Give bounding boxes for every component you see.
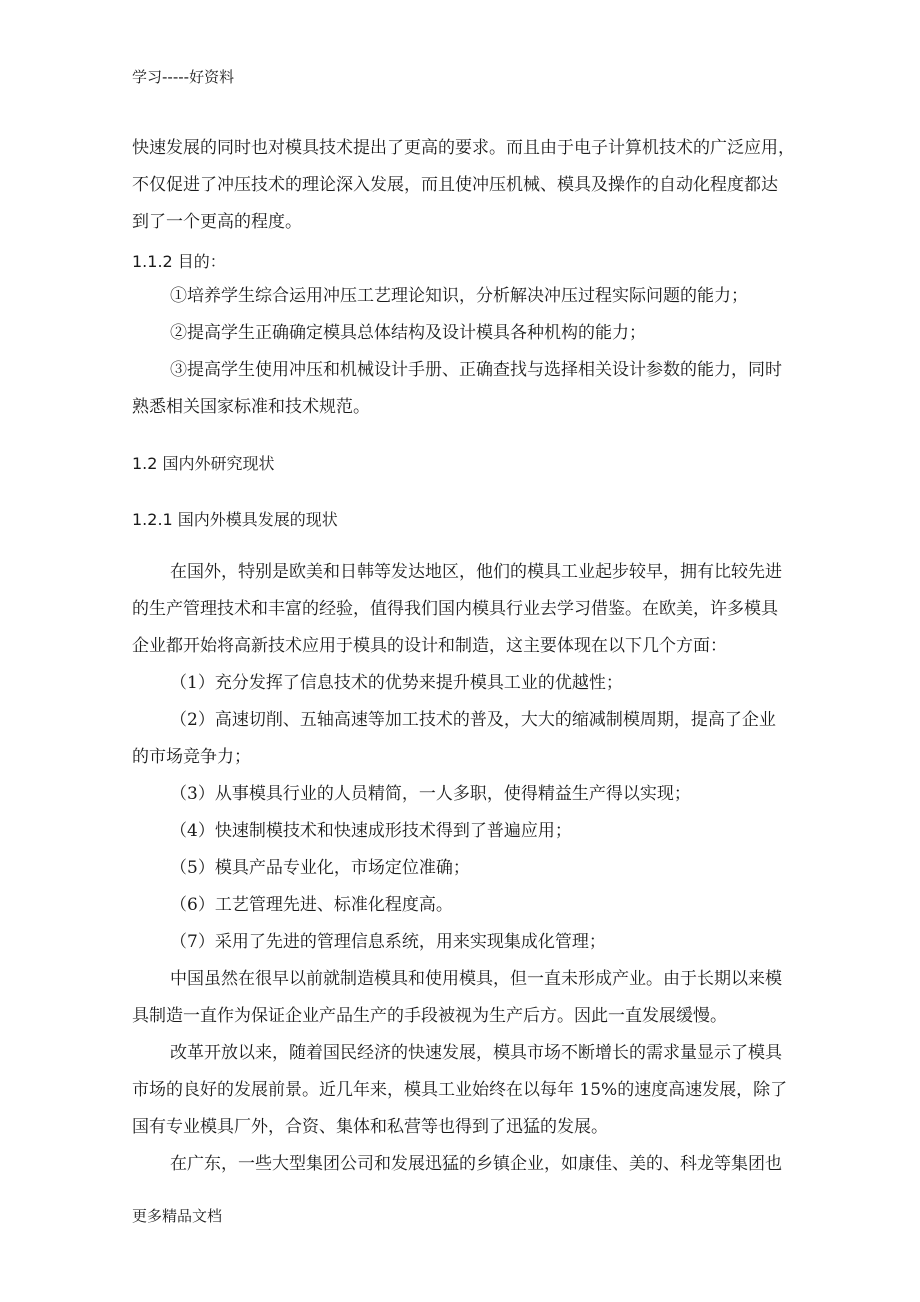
- text-line: 不仅促进了冲压技术的理论深入发展，而且使冲压机械、模具及操作的自动化程度都达: [132, 175, 778, 195]
- text-line: 的生产管理技术和丰富的经验，值得我们国内模具行业去学习借鉴。在欧美，许多模具: [132, 599, 778, 619]
- text-line: 国有专业模具厂外，合资、集体和私营等也得到了迅猛的发展。: [132, 1117, 608, 1137]
- list-item-continuation: 熟悉相关国家标准和技术规范。: [132, 397, 370, 417]
- list-item: （2）高速切削、五轴高速等加工技术的普及，大大的缩减制模周期，提高了企业: [170, 710, 776, 730]
- text-line: 在广东，一些大型集团公司和发展迅猛的乡镇企业，如康佳、美的、科龙等集团也: [170, 1154, 782, 1174]
- list-item: ②提高学生正确确定模具总体结构及设计模具各种机构的能力；: [170, 323, 646, 343]
- list-item: ③提高学生使用冲压和机械设计手册、正确查找与选择相关设计参数的能力，同时: [170, 360, 782, 380]
- section-heading-1-1-2: 1.1.2 目的：: [132, 252, 226, 271]
- text-line: 中国虽然在很早以前就制造模具和使用模具，但一直未形成产业。由于长期以来模: [170, 969, 782, 989]
- text-line: 在国外，特别是欧美和日韩等发达地区，他们的模具工业起步较早，拥有比较先进: [170, 562, 782, 582]
- list-item: （1）充分发挥了信息技术的优势来提升模具工业的优越性；: [170, 673, 623, 693]
- list-item: （3）从事模具行业的人员精简，一人多职，使得精益生产得以实现；: [170, 784, 691, 804]
- page-header: 学习-----好资料: [132, 68, 235, 86]
- list-item-continuation: 的市场竞争力；: [132, 747, 251, 767]
- section-1-2-1-body: [132, 554, 792, 1183]
- intro-paragraph: [132, 130, 795, 241]
- text-line: 具制造一直作为保证企业产品生产的手段被视为生产后方。因此一直发展缓慢。: [132, 1006, 727, 1026]
- list-item: （6）工艺管理先进、标准化程度高。: [170, 895, 453, 915]
- objectives-list: [132, 278, 792, 426]
- page-footer: 更多精品文档: [132, 1207, 223, 1225]
- text-line: 快速发展的同时也对模具技术提出了更高的要求。而且由于电子计算机技术的广泛应用，: [132, 138, 795, 158]
- list-item: （5）模具产品专业化，市场定位准确；: [170, 858, 470, 878]
- list-item: ①培养学生综合运用冲压工艺理论知识，分析解决冲压过程实际问题的能力；: [170, 286, 748, 306]
- text-line: 到了一个更高的程度。: [132, 212, 302, 232]
- list-item: （4）快速制模技术和快速成形技术得到了普遍应用；: [170, 821, 572, 841]
- text-line: 改革开放以来，随着国民经济的快速发展，模具市场不断增长的需求量显示了模具: [170, 1043, 782, 1063]
- text-line: 企业都开始将高新技术应用于模具的设计和制造，这主要体现在以下几个方面：: [132, 636, 727, 656]
- section-heading-1-2: 1.2 国内外研究现状: [132, 454, 275, 473]
- text-line: 市场的良好的发展前景。近几年来，模具工业始终在以每年 15%的速度高速发展，除了: [132, 1080, 788, 1100]
- list-item: （7）采用了先进的管理信息系统，用来实现集成化管理；: [170, 932, 606, 952]
- section-heading-1-2-1: 1.2.1 国内外模具发展的现状: [132, 510, 338, 529]
